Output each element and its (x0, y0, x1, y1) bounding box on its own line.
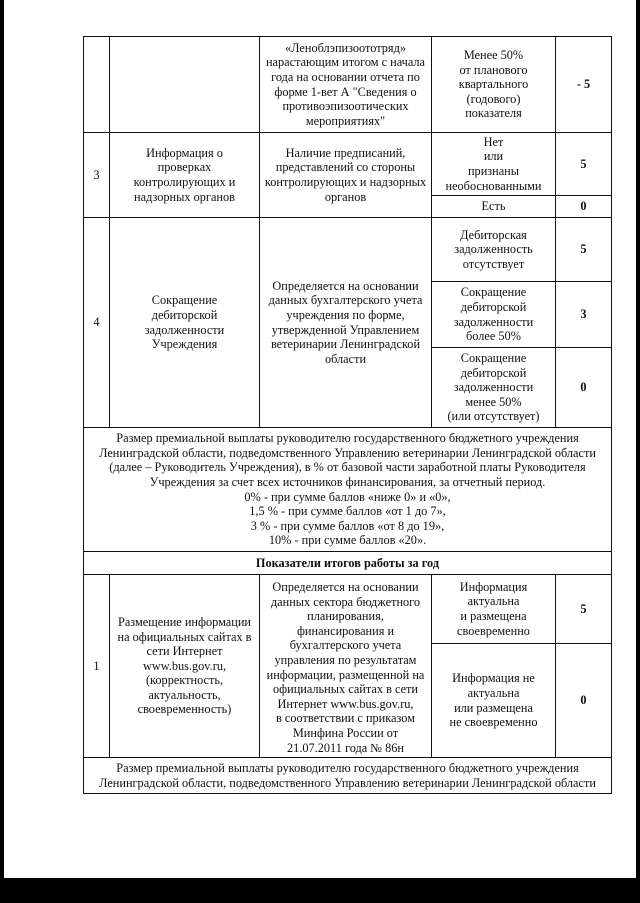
scan-border-bottom (0, 878, 640, 903)
table-row (84, 575, 612, 644)
points-cell: 0 (556, 644, 612, 758)
points-cell: 5 (556, 575, 612, 644)
section-row (84, 552, 612, 575)
bonus-scale-item: 1,5 % - при сумме баллов «от 1 до 7», (249, 504, 446, 519)
bonus-scale-item: 3 % - при сумме баллов «от 8 до 19», (250, 518, 445, 533)
condition-cell: Информация актуальна и размещена своевременно (432, 575, 556, 644)
bottom-note-row (84, 758, 612, 794)
condition-cell: Есть (432, 196, 556, 218)
points-cell: 0 (556, 348, 612, 428)
condition-cell: Менее 50% от планового квартального (годового) показателя (432, 37, 556, 133)
row-number-cell (84, 37, 110, 133)
criteria-table (83, 36, 612, 794)
scan-border-right (636, 0, 640, 903)
indicator-cell: Сокращение дебиторской задолженности Учреждения (110, 218, 260, 428)
condition-cell: Сокращение дебиторской задолженности более 50% (432, 282, 556, 348)
bonus-note-row (84, 428, 612, 552)
points-cell: 0 (556, 196, 612, 218)
bonus-note-text: Размер премиальной выплаты руководителю государственного бюджетного учреждения Ленинградской области, подведомственного Управлению ветеринарии Ленинградской области (далее – Руководитель Учреждения), в % от базовой части заработной платы Руководителя Учреждения за счет всех источников финансирования, за отчетный период. (99, 431, 596, 489)
condition-cell: Дебиторская задолженность отсутствует (432, 218, 556, 282)
row-number-cell: 4 (84, 218, 110, 428)
description-cell: «Леноблэпизоототряд» нарастающим итогом с начала года на основании отчета по форме 1-вет А "Сведения о противоэпизоотических мероприятиях" (260, 37, 432, 133)
points-cell: 3 (556, 282, 612, 348)
row-number-cell: 1 (84, 575, 110, 758)
table-row (84, 37, 612, 133)
bonus-scale-item: 10% - при сумме баллов «20». (268, 533, 427, 548)
bonus-note-cell (84, 428, 612, 552)
scan-border-left (0, 0, 4, 903)
points-cell: 5 (556, 133, 612, 196)
condition-cell: Нет или признаны необоснованными (432, 133, 556, 196)
bottom-note-cell: Размер премиальной выплаты руководителю государственного бюджетного учреждения Ленинградской области, подведомственного Управлению ветеринарии Ленинградской области (84, 758, 612, 794)
section-title: Показатели итогов работы за год (84, 552, 612, 575)
row-number-cell: 3 (84, 133, 110, 218)
description-cell: Определяется на основании данных сектора бюджетного планирования, финансирования и бухгалтерского учета управления по результатам информации, размещенной на официальных сайтах в сети Интернет www.bus.gov.ru, в соответствии с приказом Минфина России от 21.07.2011 года № 86н (260, 575, 432, 758)
indicator-cell: Размещение информации на официальных сайтах в сети Интернет www.bus.gov.ru, (корректность, актуальность, своевременность) (110, 575, 260, 758)
description-cell: Определяется на основании данных бухгалтерского учета учреждения по форме, утвержденной Управлением ветеринарии Ленинградской области (260, 218, 432, 428)
indicator-cell (110, 37, 260, 133)
condition-cell: Информация не актуальна или размещена не своевременно (432, 644, 556, 758)
bonus-scale-item: 0% - при сумме баллов «ниже 0» и «0», (244, 489, 451, 504)
table-row (84, 133, 612, 196)
table-row (84, 218, 612, 282)
description-cell: Наличие предписаний, представлений со стороны контролирующих и надзорных органов (260, 133, 432, 218)
condition-cell: Сокращение дебиторской задолженности менее 50% (или отсутствует) (432, 348, 556, 428)
indicator-cell: Информация о проверках контролирующих и надзорных органов (110, 133, 260, 218)
points-cell: - 5 (556, 37, 612, 133)
points-cell: 5 (556, 218, 612, 282)
